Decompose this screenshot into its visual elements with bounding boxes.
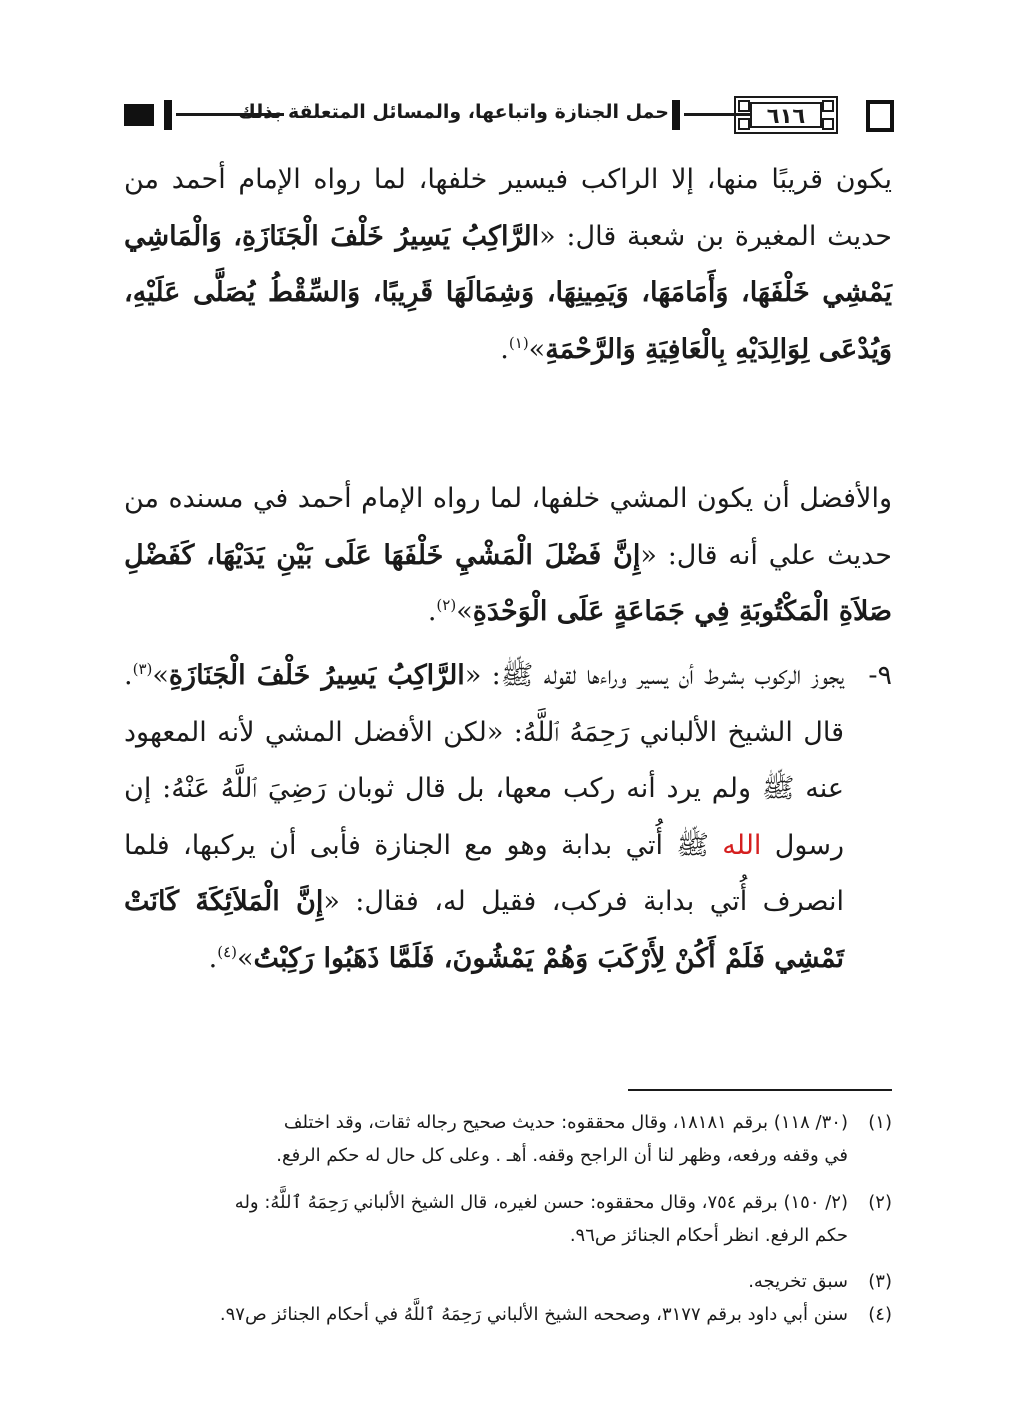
quote-close: » xyxy=(456,596,473,627)
footnote-text: (٢/ ١٥٠) برقم ٧٥٤، وقال محققوه: حسن لغيره، قال الشيخ الألباني رَحِمَهُ ٱللَّهُ: وله xyxy=(234,1192,848,1213)
paragraph-1 xyxy=(124,152,892,378)
numbered-item-9 xyxy=(124,648,892,987)
p3-text: ﷺ أُتي بدابة وهو مع الجنازة فأبى أن يركبها، فلما انصرف أُتي بدابة فركب، فقيل له، فقال: « xyxy=(124,829,844,917)
p3-text: يجوز الركوب بشرط أن يسير وراءها لقوله ﷺ: « xyxy=(464,660,844,691)
header-ornament-mid-bar xyxy=(672,100,680,130)
frame-corner xyxy=(738,100,750,112)
p3-text: . قال الشيخ الألباني رَحِمَهُ ٱللَّهُ: «لكن الأفضل المشي لأنه المعهود عنه ﷺ ولم يرد أنه ركب معها، بل قال ثوبان رَضِيَ ٱللَّهُ عَنْهُ: إن رسول xyxy=(124,660,845,861)
p2-text: والأفضل أن يكون المشي خلفها، لما رواه الإمام أحمد في مسنده من حديث علي أنه قال: « xyxy=(124,483,892,571)
footnote-ref-2: (٢) xyxy=(436,596,457,614)
allah-word: الله xyxy=(722,829,762,861)
item-number: ٩- xyxy=(868,660,892,691)
footnote-line xyxy=(124,1265,892,1298)
hadith-quote: الرَّاكِبُ يَسِيرُ خَلْفَ الْجَنَازَةِ xyxy=(168,660,465,691)
footnote-line: في وقفه ورفعه، وظهر لنا أن الراجح وقفه. أهـ . وعلى كل حال له حكم الرفع. xyxy=(276,1145,848,1166)
header-ornament-right-box xyxy=(866,100,894,132)
p3-end: . xyxy=(208,942,218,974)
page-number: ٦١٦ xyxy=(750,102,822,128)
hadith-quote: الرَّاكِبُ يَسِيرُ خَلْفَ الْجَنَازَةِ، وَالْمَاشِي يَمْشِي خَلْفَهَا، وَأَمَامَهَا، وَيَمِينِهَا، وَشِمَالَهَا قَرِيبًا، وَالسِّقْطُ يُصَلَّى عَلَيْهِ، وَيُدْعَى لِوَالِدَيْهِ بِالْعَافِيَةِ وَالرَّحْمَةِ xyxy=(124,220,892,365)
header-ornament-left-block xyxy=(124,104,154,126)
footnote-separator xyxy=(628,1089,892,1091)
footnote-ref-1: (١) xyxy=(508,333,529,352)
footnote-line xyxy=(124,1106,892,1139)
footnote-line: حكم الرفع. انظر أحكام الجنائز ص٩٦. xyxy=(569,1225,848,1246)
frame-corner xyxy=(738,118,750,130)
p2-end: . xyxy=(427,596,437,627)
hadith-quote: إِنَّ فَضْلَ الْمَشْيِ خَلْفَهَا عَلَى بَيْنِ يَدَيْهَا، كَفَضْلِ صَلاَةِ الْمَكْتُوبَةِ فِي جَمَاعَةٍ عَلَى الْوَحْدَةِ xyxy=(124,539,892,627)
p1-text: يكون قريبًا منها، إلا الراكب فيسير خلفها، لما رواه الإمام أحمد من حديث المغيرة بن شعبة قال: « xyxy=(124,164,892,252)
running-title: حمل الجنازة واتباعها، والمسائل المتعلقة بذلك xyxy=(238,101,669,123)
quote-close: » xyxy=(236,942,254,974)
page-header xyxy=(124,96,892,134)
paragraph-2 xyxy=(124,471,892,641)
footnote-line xyxy=(124,1298,892,1331)
header-ornament-left-bar xyxy=(164,100,172,130)
footnote-4 xyxy=(124,1298,892,1331)
footnote-2 xyxy=(124,1186,892,1252)
footnote-text: (٣٠/ ١١٨) برقم ١٨١٨١، وقال محققوه: حديث صحيح رجاله ثقات، وقد اختلف xyxy=(283,1112,848,1133)
footnote-text: سنن أبي داود برقم ٣١٧٧، وصححه الشيخ الألباني رَحِمَهُ ٱللَّهُ في أحكام الجنائز ص٩٧. xyxy=(219,1304,848,1325)
p1-end: . xyxy=(500,333,509,365)
frame-corner xyxy=(822,100,834,112)
page-number-frame xyxy=(734,96,838,134)
quote-close: » xyxy=(152,660,169,691)
footnote-line xyxy=(124,1186,892,1219)
footnote-3 xyxy=(124,1265,892,1298)
footnote-number: (١) xyxy=(868,1112,892,1133)
footnote-ref-3: (٣) xyxy=(132,660,153,678)
footnote-1 xyxy=(124,1106,892,1172)
footnote-number: (٣) xyxy=(868,1271,892,1292)
footnote-number: (٢) xyxy=(868,1192,892,1213)
hadith-quote: إِنَّ الْمَلاَئِكَةَ كَانَتْ تَمْشِي فَلَمْ أَكُنْ لِأَرْكَبَ وَهُمْ يَمْشُونَ، فَلَمَّا ذَهَبُوا رَكِبْتُ xyxy=(124,886,844,974)
footnote-text: سبق تخريجه. xyxy=(748,1271,848,1292)
footnote-ref-4: (٤) xyxy=(217,942,237,961)
frame-corner xyxy=(822,118,834,130)
footnote-number: (٤) xyxy=(868,1304,892,1325)
quote-close: » xyxy=(528,333,546,365)
